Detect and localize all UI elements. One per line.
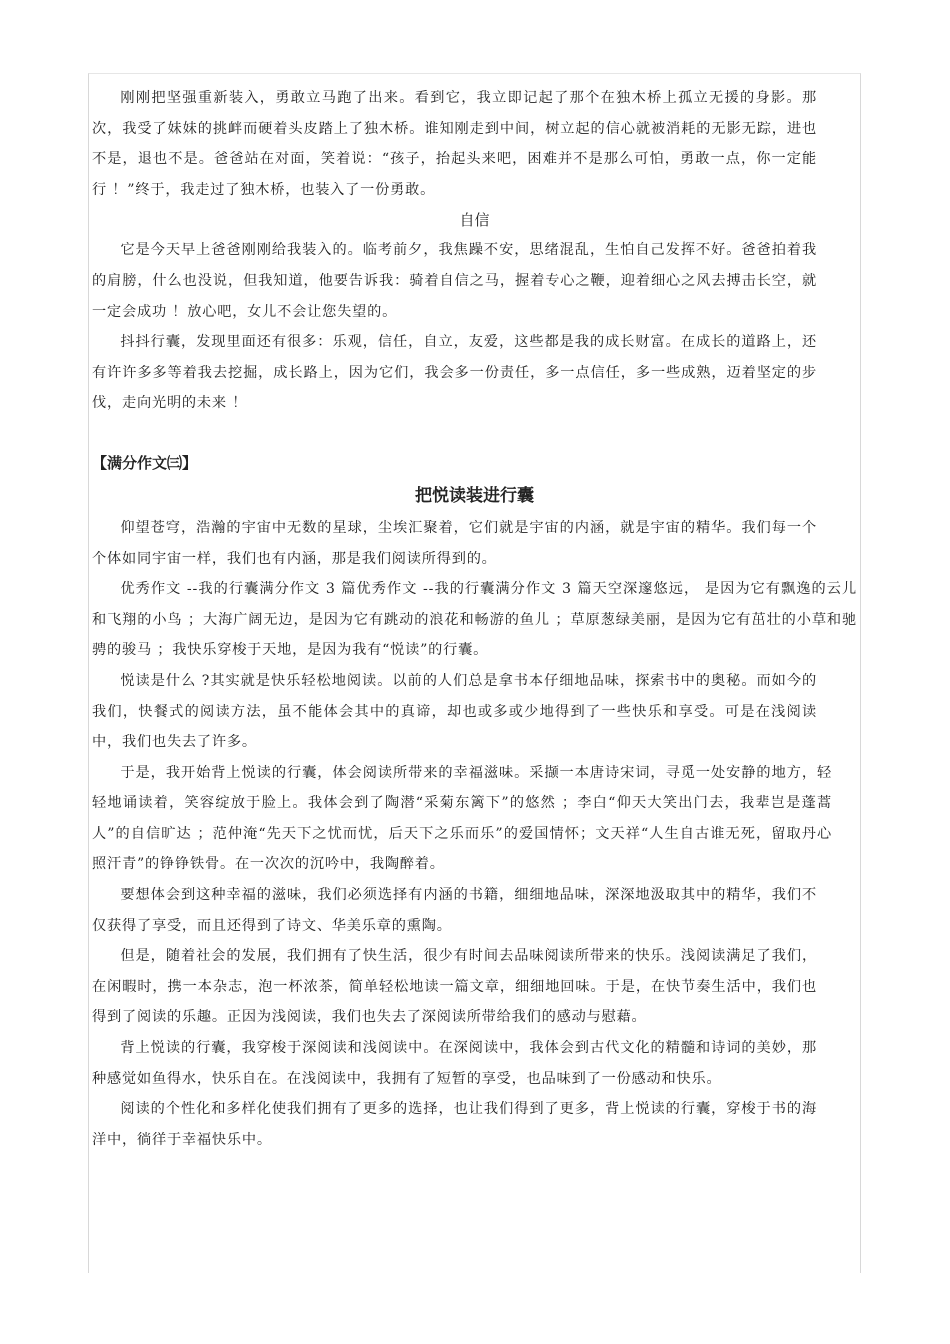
paragraph: 优秀作文 --我的行囊满分作文 3 篇优秀作文 --我的行囊满分作文 3 篇天空深邃悠远， 是因为它有飘逸的云儿和飞翔的小鸟 ；大海广阔无边，是因为它有跳动的浪花和畅游的鱼儿 ；草原葱绿美丽，是因为它有茁壮的小草和驰骋的骏马 ；我快乐穿梭于天地，是因为我有“悦读”的行囊。 bbox=[92, 581, 857, 659]
paragraph: 但是，随着社会的发展，我们拥有了快生活，很少有时间去品味阅读所带来的快乐。浅阅读满足了我们，在闲暇时，携一本杂志，泡一杯浓茶，简单轻松地读一篇文章，细细地回味。于是，在快节奏生活中，我们也得到了阅读的乐趣。正因为浅阅读，我们也失去了深阅读所带给我们的感动与慰藉。 bbox=[92, 948, 817, 1026]
paragraph: 悦读是什么 ?其实就是快乐轻松地阅读。以前的人们总是拿书本仔细地品味，探索书中的奥秘。而如今的我们，快餐式的阅读方法，虽不能体会其中的真谛，却也或多或少地得到了一些快乐和享受。可是在浅阅读中，我们也失去了许多。 bbox=[92, 672, 817, 751]
paragraph: 阅读的个性化和多样化使我们拥有了更多的选择，也让我们得到了更多，背上悦读的行囊，穿梭于书的海洋中，徜徉于幸福快乐中。 bbox=[92, 1101, 817, 1148]
paragraph: 于是，我开始背上悦读的行囊，体会阅读所带来的幸福滋味。采撷一本唐诗宋词，寻觅一处安静的地方，轻轻地诵读着，笑容绽放于脸上。我体会到了陶潜“采菊东篱下”的悠然 ；李白“仰天大笑出门去，我辈岂是蓬蒿人”的自信旷达 ；范仲淹“先天下之忧而忧，后天下之乐而乐”的爱国情怀；文天祥“人生自古谁无死，留取丹心照汗青”的铮铮铁骨。在一次次的沉吟中，我陶醉着。 bbox=[92, 764, 832, 873]
subheading-confidence: 自信 bbox=[459, 211, 490, 230]
paragraph: 背上悦读的行囊，我穿梭于深阅读和浅阅读中。在深阅读中，我体会到古代文化的精髓和诗词的美妙，那种感觉如鱼得水，快乐自在。在浅阅读中，我拥有了短暂的享受，也品味到了一份感动和快乐。 bbox=[92, 1040, 817, 1087]
paragraph: 要想体会到这种幸福的滋味，我们必须选择有内涵的书籍，细细地品味，深深地汲取其中的精华，我们不仅获得了享受，而且还得到了诗文、华美乐章的熏陶。 bbox=[92, 887, 817, 934]
section-label: 【满分作文㈢】 bbox=[92, 453, 198, 472]
essay-title: 把悦读装进行囊 bbox=[415, 485, 534, 506]
paragraph-shake-bag: 抖抖行囊，发现里面还有很多：乐观，信任，自立，友爱，这些都是我的成长财富。在成长的道路上，还有许许多多等着我去挖掘，成长路上，因为它们，我会多一份责任，多一点信任，多一些成熟，迈着坚定的步伐，走向光明的未来 ！ bbox=[92, 334, 817, 412]
paragraph-courage: 刚刚把坚强重新装入，勇敢立马跑了出来。看到它，我立即记起了那个在独木桥上孤立无援的身影。那次，我受了妹妹的挑衅而硬着头皮踏上了独木桥。谁知刚走到中间，树立起的信心就被消耗的无影无踪，进也不是，退也不是。爸爸站在对面，笑着说：“孩子，抬起头来吧，困难并不是那么可怕，勇敢一点，你一定能行 ！”终于，我走过了独木桥，也装入了一份勇敢。 bbox=[92, 90, 817, 198]
paragraph-confidence: 它是今天早上爸爸刚刚给我装入的。临考前夕，我焦躁不安，思绪混乱，生怕自己发挥不好。爸爸拍着我的肩膀，什么也没说，但我知道，他要告诉我：骑着自信之马，握着专心之鞭，迎着细心之风去搏击长空，就一定会成功 ！放心吧，女儿不会让您失望的。 bbox=[92, 242, 817, 320]
document-body bbox=[92, 83, 857, 1155]
paragraph: 仰望苍穹，浩瀚的宇宙中无数的星球，尘埃汇聚着，它们就是宇宙的内涵，就是宇宙的精华。我们每一个个体如同宇宙一样，我们也有内涵，那是我们阅读所得到的。 bbox=[92, 519, 817, 567]
